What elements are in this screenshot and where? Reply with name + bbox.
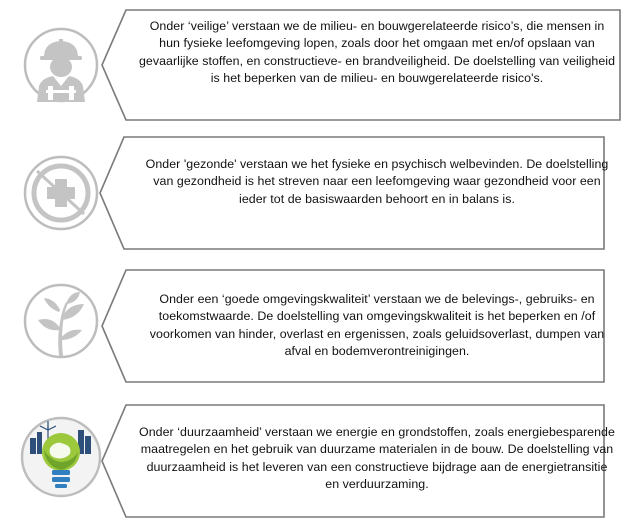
medical-cross-icon bbox=[22, 154, 100, 232]
item-environment-quality bbox=[0, 269, 628, 383]
item-text: Onder ‘duurzaamheid’ verstaan we energie en grondstoffen, zoals energiebesparende maatregelen en het gebruik van duurzame materialen in de bouw. De doelstelling van duurzaamheid is het leveren van een constructieve bijdrage aan de energietransitie en verduurzaming. bbox=[139, 425, 615, 492]
item-text: Onder ‘veilige’ verstaan we de milieu- en bouwgerelateerde risico’s, die mensen in hun fysieke leefomgeving lopen, zoals door het omgaan met en/of opslaan van gevaarlijke stoffen, en constructieve- en brandveiligheid. De doelstelling van veiligheid is het beperken van de milieu- en bouwgerelateerde risico's. bbox=[138, 19, 616, 86]
construction-worker-icon bbox=[22, 26, 100, 104]
plant-sprout-icon bbox=[22, 282, 100, 360]
item-text: Onder een ‘goede omgevingskwaliteit’ verstaan we de belevings-, gebruiks- en toekomstwaarde. De doelstelling van omgevingskwaliteit is het beperken en /of voorkomen van hinder, overlast en ergenissen, zoals geluidsoverlast, dumpen van afval en bodemverontreinigingen. bbox=[149, 292, 605, 359]
item-text: Onder 'gezonde' verstaan we het fysieke en psychisch welbevinden. De doelstelling van gezondheid is het streven naar een leefomgeving waar gezondheid voor een ieder tot de basiswaarden behoort en in balans is. bbox=[145, 157, 609, 206]
sustainable-city-lightbulb-icon bbox=[20, 416, 102, 498]
item-health bbox=[0, 136, 628, 250]
item-safety bbox=[0, 9, 628, 121]
item-sustainability bbox=[0, 404, 628, 518]
